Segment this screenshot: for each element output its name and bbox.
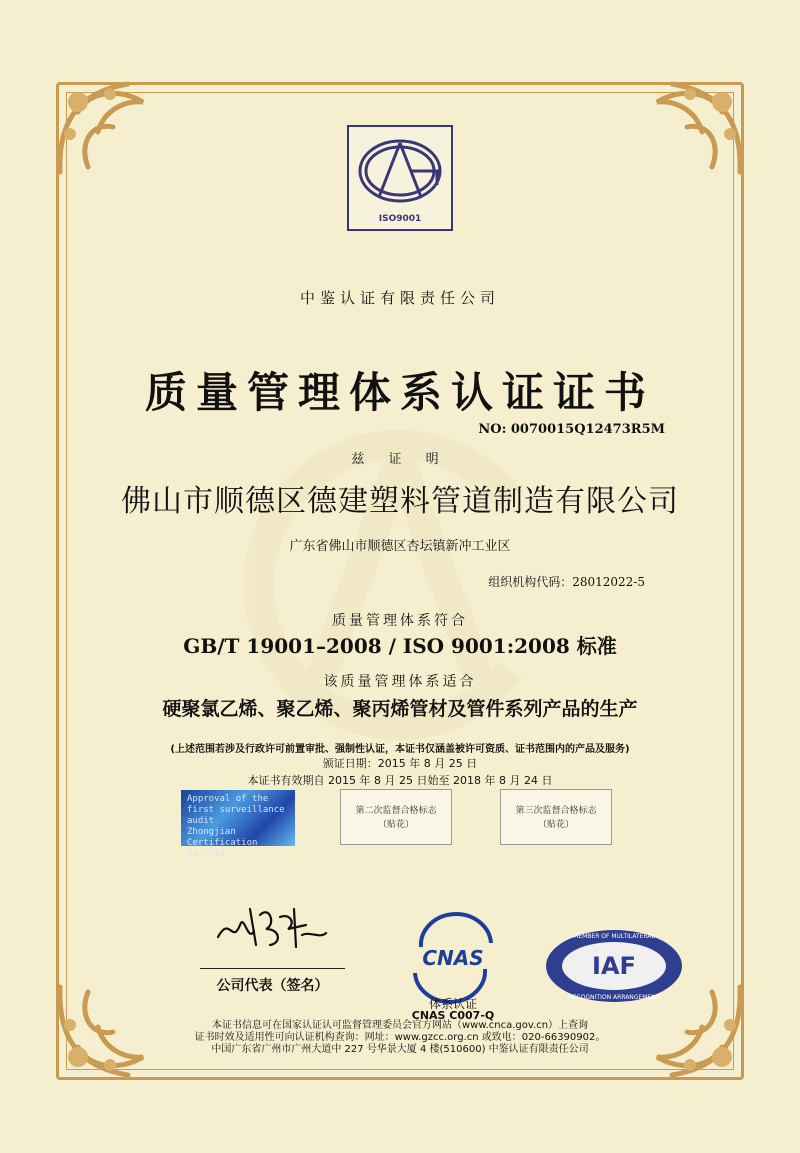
standard-text: GB/T 19001–2008 / ISO 9001:2008 标准 <box>183 634 617 658</box>
cnas-logo-text: CNAS <box>422 946 484 970</box>
stamp-label: 第二次监督合格标志 <box>355 806 437 816</box>
cnas-logo-icon <box>403 917 503 997</box>
cqc-logo-icon <box>349 127 451 211</box>
footer-line: 中国广东省广州市广州大道中 227 号华景大厦 4 楼(510600) 中鉴认证有限责任公司 <box>211 1044 589 1055</box>
cnas-label: 体系认证 <box>428 997 477 1011</box>
scope-note: (上述范围若涉及行政许可前置审批、强制性认证，本证书仅涵盖被许可资质、证书范围内的产品及服务) <box>170 744 630 755</box>
validity-period: 本证书有效期自 2015 年 8 月 25 日始至 2018 年 8 月 24 日 <box>247 774 553 787</box>
iaf-ring-bottom: RECOGNITION ARRANGEMENT <box>568 994 660 1001</box>
issuer-name: 中鉴认证有限责任公司 <box>299 289 500 307</box>
hologram-line: audit <box>187 816 215 826</box>
conform-label: 质量管理体系符合 <box>332 613 468 629</box>
applies-label: 该质量管理体系适合 <box>323 674 477 690</box>
footer-line: 证书时效及适用性可向认证机构查询：网址：www.gzcc.org.cn 或致电：020-66390902。 <box>194 1032 606 1043</box>
certify-text: 兹 证 明 <box>351 452 449 467</box>
iso-logo <box>347 125 453 231</box>
corner-ornament-icon <box>48 72 168 192</box>
issue-date: 颁证日期：2015 年 8 月 25 日 <box>322 757 478 770</box>
hologram-line: Approval of the <box>187 794 269 804</box>
company-address: 广东省佛山市顺德区杏坛镇新冲工业区 <box>289 539 511 554</box>
company-name: 佛山市顺德区德建塑料管道制造有限公司 <box>121 484 679 519</box>
signature-label: 公司代表（签名） <box>216 978 329 994</box>
logo-label: ISO9001 <box>378 214 422 224</box>
certificate-title: 质量管理体系认证证书 <box>144 368 655 417</box>
third-surveillance-stamp <box>500 789 612 845</box>
footer-line: 本证书信息可在国家认证认可监督管理委员会官方网站（www.cnca.gov.cn）上查询 <box>211 1020 589 1031</box>
stamp-label: 第三次监督合格标志 <box>515 806 597 816</box>
stamp-note: （贴花） <box>537 820 574 830</box>
corner-ornament-icon <box>632 72 752 192</box>
hologram-sticker <box>181 790 295 859</box>
signature-icon <box>210 895 330 957</box>
stamp-note: （贴花） <box>377 820 414 830</box>
hologram-line: Zhongjian Certification Co.,Ltd <box>187 827 258 859</box>
iaf-logo-text: IAF <box>592 952 636 980</box>
iaf-logo-icon <box>543 927 685 1005</box>
org-code: 组织机构代码：28012022-5 <box>488 575 645 589</box>
scope-text: 硬聚氯乙烯、聚乙烯、聚丙烯管材及管件系列产品的生产 <box>162 698 638 720</box>
cnas-code: CNAS C007-Q <box>411 1009 495 1022</box>
certificate-number: NO: 0070015Q12473R5M <box>478 422 665 437</box>
hologram-line: first surveillance <box>187 805 285 815</box>
iaf-ring-top: MEMBER OF MULTILATERAL <box>573 933 655 940</box>
second-surveillance-stamp <box>340 789 452 845</box>
signature-line <box>200 968 345 969</box>
